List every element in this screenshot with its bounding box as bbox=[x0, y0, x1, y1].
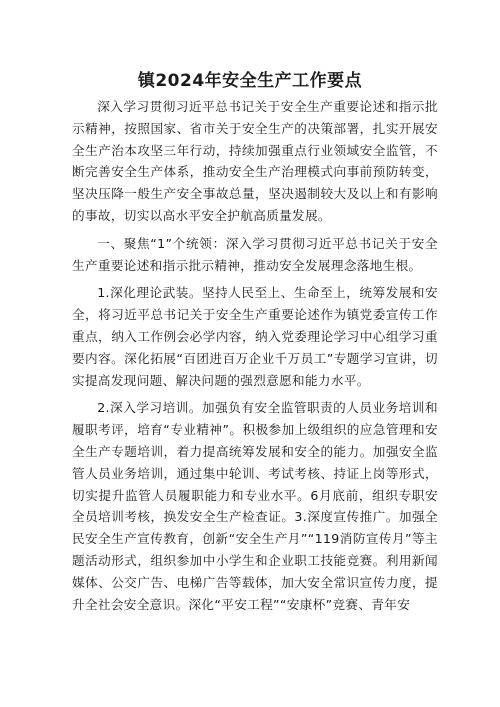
section-heading-paragraph: 一、聚焦“1”个统领：深入学习贯彻习近平总书记关于安全生产重要论述和指示批示精神，推动安全发展理念落地生根。 bbox=[72, 235, 438, 273]
intro-paragraph: 深入学习贯彻习近平总书记关于安全生产重要论述和指示批示精神，按照国家、省市关于安全生产的决策部署，扎实开展安全生产治本攻坚三年行动，持续加强重点行业领域安全监管，不断完善安全生产体系，推动安全生产治理模式向事前预防转变，坚决压降一般生产安全事故总量，坚决遏制较大及以上和有影响的事故，切实以高水平安全护航高质量发展。 bbox=[72, 99, 438, 223]
item-1-paragraph: 1.深化理论武装。坚持人民至上、生命至上，统筹发展和安全，将习近平总书记关于安全生产重要论述作为镇党委宣传工作重点，纳入工作例会必学内容，纳入党委理论学习中心组学习重要内容。深化拓展“百团进百万企业千万员工”专题学习宣讲，切实提高发现问题、解决问题的强烈意愿和能力水平。 bbox=[72, 285, 438, 388]
document-title: 镇2024年安全生产工作要点 bbox=[137, 71, 363, 91]
item-2-paragraph: 2.深入学习培训。加强负有安全监管职责的人员业务培训和履职考评，培育“专业精神”。积极参加上级组织的应急管理和安全生产专题培训，着力提高统筹发展和安全的能力。加强安全监管人员业务培训，通过集中轮训、考试考核、持证上岗等形式，切实提升监管人员履职能力和专业水平。6月底前，组织专职安全员培训考核，换发安全生产检查证。3.深度宣传推广。加强全民安全生产宣传教育，创新“安全生产月”“119消防宣传月”等主题活动形式，组织参加中小学生和企业职工技能竞赛。利用新闻媒体、公交广告、电梯广告等载体，加大安全常识宣传力度，提升全社会安全意识。深化“平安工程”“安康杯”竞赛、青年安 bbox=[72, 400, 438, 612]
document-body bbox=[72, 96, 438, 615]
